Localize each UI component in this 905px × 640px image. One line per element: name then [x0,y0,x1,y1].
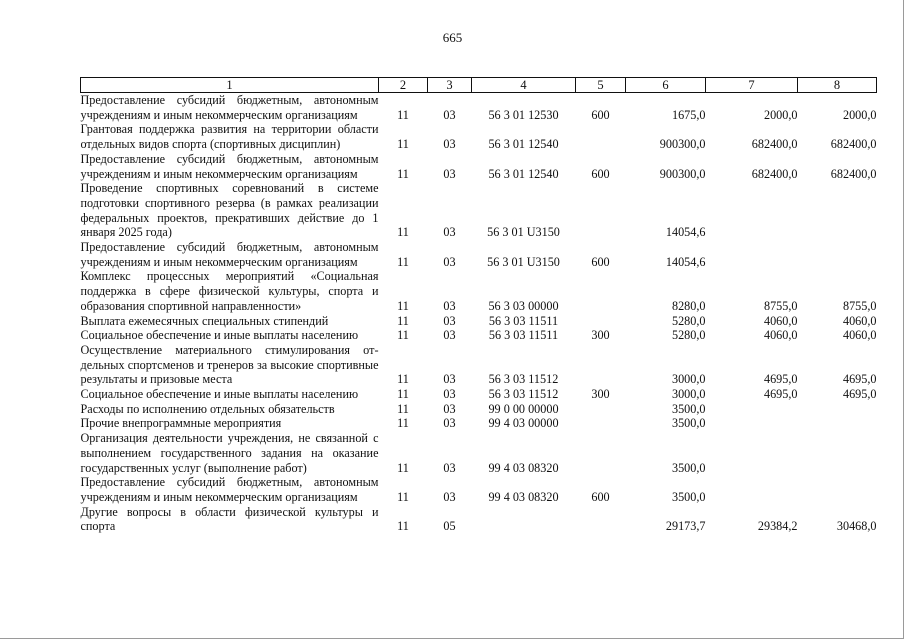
amount-year-2: 29384,2 [757,519,798,534]
section-code: 11 [397,225,409,240]
section-code: 11 [397,328,409,343]
subsection-code: 03 [443,372,456,387]
header-row [81,78,877,93]
subsection-code: 03 [443,298,456,313]
amount-year-2: 4060,0 [763,313,798,328]
section-code: 11 [397,387,409,402]
row-name: Предоставление субсидий бюджетным, автономным учреждениям и иным некоммерческим организациям [80,240,379,269]
subsection-code: 03 [443,460,456,475]
expense-type [576,122,626,151]
target-article: 56 3 03 11512 [488,387,559,402]
amount-year-2 [706,475,798,504]
amount-year-1: 3500,0 [671,460,706,475]
column-header-8: 8 [798,78,877,93]
amount-year-2 [706,240,798,269]
table-row [81,93,877,123]
amount-year-1: 900300,0 [659,137,706,152]
target-article: 56 3 01 12530 [488,107,559,122]
subsection-code: 03 [443,416,456,431]
amount-year-3: 4060,0 [842,328,877,343]
subsection-code: 03 [443,225,456,240]
target-article: 56 3 01 U3150 [487,225,560,240]
subsection-code: 03 [443,137,456,152]
row-name: Организация деятельности учреждения, не связанной с выполнением государственного задания на оказание государственных услуг (выполнение работ) [80,431,379,475]
amount-year-3: 4695,0 [842,387,877,402]
target-article: 99 4 03 08320 [488,489,559,504]
expense-type [576,181,626,240]
table-row [81,416,877,431]
expense-type [576,416,626,431]
amount-year-2: 2000,0 [763,107,798,122]
table-row [81,475,877,504]
target-article: 56 3 03 11512 [488,372,559,387]
amount-year-1: 1675,0 [671,107,706,122]
amount-year-2 [706,181,798,240]
section-code: 11 [397,254,409,269]
column-header-2: 2 [379,78,428,93]
target-article: 56 3 03 00000 [488,298,559,313]
expense-type: 300 [591,328,610,343]
amount-year-2: 4695,0 [763,387,798,402]
page-number: 665 [442,30,463,45]
expense-type [576,505,626,534]
amount-year-3 [798,240,877,269]
amount-year-1: 14054,6 [665,254,706,269]
expense-type: 600 [591,254,610,269]
target-article: 99 0 00 00000 [488,401,559,416]
row-name: Социальное обеспечение и иные выплаты населению [80,328,359,343]
row-name: Другие вопросы в области физической культуры и спорта [80,504,379,534]
row-name: Предоставление субсидий бюджетным, автономным учреждениям и иным некоммерческим организациям [80,475,379,504]
target-article: 99 4 03 08320 [488,460,559,475]
target-article: 56 3 03 11511 [488,313,559,328]
amount-year-1: 3500,0 [671,401,706,416]
section-code: 11 [397,372,409,387]
amount-year-3 [798,181,877,240]
amount-year-1: 5280,0 [671,328,706,343]
amount-year-1: 29173,7 [665,519,706,534]
section-code: 11 [397,401,409,416]
table-row [81,343,877,387]
subsection-code: 03 [443,489,456,504]
amount-year-2: 682400,0 [751,137,798,152]
target-article: 56 3 01 12540 [488,137,559,152]
subsection-code: 03 [443,313,456,328]
amount-year-1: 3500,0 [671,416,706,431]
amount-year-2: 682400,0 [751,166,798,181]
target-article: 56 3 01 U3150 [487,254,560,269]
table-row [81,269,877,313]
expense-type: 600 [591,166,610,181]
row-name: Предоставление субсидий бюджетным, автономным учреждениям и иным некоммерческим организациям [80,151,379,181]
row-name: Предоставление субсидий бюджетным, автономным учреждениям и иным некоммерческим организациям [80,93,379,122]
section-code: 11 [397,137,409,152]
amount-year-2 [706,416,798,431]
table-row [81,431,877,475]
amount-year-1: 8280,0 [671,298,706,313]
row-name: Выплата ежемесячных специальных стипендий [80,313,329,328]
amount-year-3 [798,402,877,417]
column-header-4: 4 [472,78,576,93]
table-row [81,505,877,534]
expense-type: 600 [591,107,610,122]
row-name: Грантовая поддержка развития на территории области отдельных видов спорта (спортивных дисциплин) [80,122,379,152]
column-header-3: 3 [428,78,472,93]
amount-year-1: 5280,0 [671,313,706,328]
section-code: 11 [397,166,409,181]
section-code: 11 [397,489,409,504]
table-row [81,152,877,181]
target-article: 56 3 03 11511 [488,328,559,343]
amount-year-3 [798,416,877,431]
row-name: Расходы по исполнению отдельных обязательств [80,401,335,416]
amount-year-1: 3000,0 [671,372,706,387]
expense-type [576,402,626,417]
section-code: 11 [397,460,409,475]
table-row [81,122,877,151]
column-header-5: 5 [576,78,626,93]
subsection-code: 03 [443,401,456,416]
table-body [81,93,877,535]
subsection-code: 03 [443,387,456,402]
expense-type [576,269,626,313]
amount-year-3: 8755,0 [842,298,877,313]
section-code: 11 [397,416,409,431]
budget-table [80,77,877,534]
subsection-code: 05 [443,519,456,534]
subsection-code: 03 [443,254,456,269]
amount-year-2: 8755,0 [763,298,798,313]
expense-type: 600 [591,489,610,504]
subsection-code: 03 [443,166,456,181]
expense-type [576,314,626,329]
subsection-code: 03 [443,328,456,343]
column-header-1: 1 [81,78,379,93]
amount-year-1: 3500,0 [671,489,706,504]
row-name: Социальное обеспечение и иные выплаты населению [80,387,359,402]
amount-year-3 [798,475,877,504]
amount-year-1: 900300,0 [659,166,706,181]
amount-year-1: 14054,6 [665,225,706,240]
expense-type [576,431,626,475]
expense-type: 300 [591,387,610,402]
target-article [472,505,576,534]
column-header-6: 6 [626,78,706,93]
expense-type [576,343,626,387]
amount-year-1: 3000,0 [671,387,706,402]
table-row [81,387,877,402]
subsection-code: 03 [443,107,456,122]
amount-year-2: 4060,0 [763,328,798,343]
target-article: 99 4 03 00000 [488,416,559,431]
section-code: 11 [397,519,409,534]
row-name: Осуществление материального стимулирования отдельных спортсменов и тренеров за высокие спортивные результаты и призовые места [80,342,379,387]
amount-year-2 [706,402,798,417]
section-code: 11 [397,298,409,313]
amount-year-3: 30468,0 [836,519,877,534]
table-row [81,402,877,417]
column-header-7: 7 [706,78,798,93]
row-name: Проведение спортивных соревнований в системе подготовки спортивного резерва (в рамках реализации федеральных проектов, прекративших действие до 1 января 2025 года) [80,181,379,240]
amount-year-3: 682400,0 [830,137,877,152]
amount-year-2 [706,431,798,475]
amount-year-3: 2000,0 [842,107,877,122]
target-article: 56 3 01 12540 [488,166,559,181]
section-code: 11 [397,313,409,328]
row-name: Комплекс процессных мероприятий «Социальная поддержка в сфере физической культуры, спорта и образования спортивной направленности» [80,269,379,313]
amount-year-3: 4060,0 [842,313,877,328]
section-code: 11 [397,107,409,122]
table-row [81,181,877,240]
table-row [81,314,877,329]
amount-year-3: 4695,0 [842,372,877,387]
row-name: Прочие внепрограммные мероприятия [80,416,282,431]
amount-year-3: 682400,0 [830,166,877,181]
amount-year-3 [798,431,877,475]
table-row [81,328,877,343]
table-row [81,240,877,269]
amount-year-2: 4695,0 [763,372,798,387]
